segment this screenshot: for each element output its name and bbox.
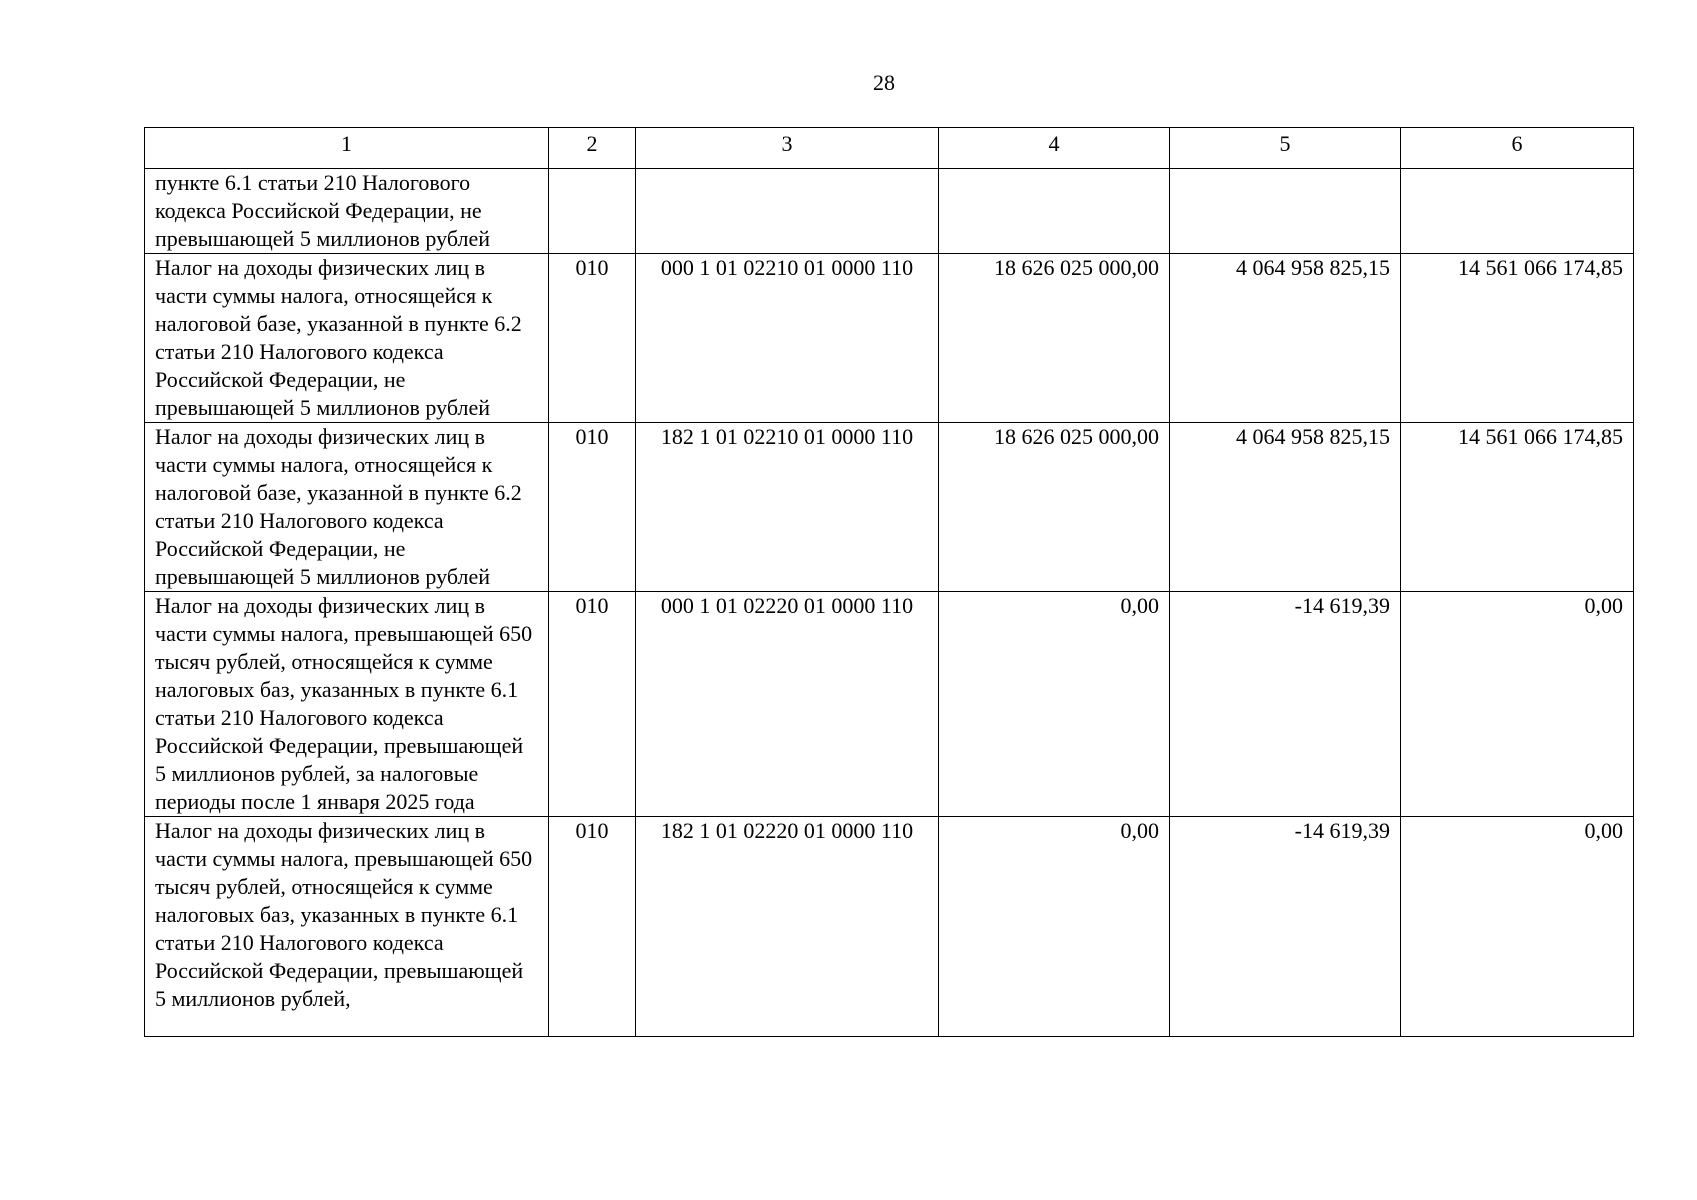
executed-amount-cell	[1170, 169, 1401, 254]
indicator-name-cell: пункте 6.1 статьи 210 Налогового кодекса Российской Федерации, не превышающей 5 миллионов рублей	[145, 169, 549, 254]
table-row	[145, 592, 1634, 817]
column-header-4: 4	[939, 128, 1170, 169]
page-number: 28	[873, 70, 895, 95]
table-row	[145, 423, 1634, 592]
column-header-5: 5	[1170, 128, 1401, 169]
unexecuted-amount-cell: 14 561 066 174,85	[1401, 254, 1634, 423]
approved-amount-cell	[939, 169, 1170, 254]
budget-classification-code-cell: 000 1 01 02210 01 0000 110	[636, 254, 939, 423]
budget-execution-table	[144, 127, 1634, 1037]
table-row	[145, 169, 1634, 254]
indicator-name-cell: Налог на доходы физических лиц в части суммы налога, превышающей 650 тысяч рублей, относящейся к сумме налоговых баз, указанных в пункте 6.1 статьи 210 Налогового кодекса Российской Федерации, превышающей 5 миллионов рублей,	[145, 817, 549, 1037]
column-header-6: 6	[1401, 128, 1634, 169]
column-header-3: 3	[636, 128, 939, 169]
budget-classification-code-cell: 182 1 01 02210 01 0000 110	[636, 423, 939, 592]
indicator-name-cell: Налог на доходы физических лиц в части суммы налога, относящейся к налоговой базе, указанной в пункте 6.2 статьи 210 Налогового кодекса Российской Федерации, не превышающей 5 миллионов рублей	[145, 423, 549, 592]
executed-amount-cell: 4 064 958 825,15	[1170, 254, 1401, 423]
line-code-cell: 010	[549, 423, 636, 592]
executed-amount-cell: -14 619,39	[1170, 817, 1401, 1037]
line-code-cell: 010	[549, 592, 636, 817]
budget-classification-code-cell	[636, 169, 939, 254]
line-code-cell: 010	[549, 254, 636, 423]
budget-classification-code-cell: 000 1 01 02220 01 0000 110	[636, 592, 939, 817]
indicator-name-cell: Налог на доходы физических лиц в части суммы налога, относящейся к налоговой базе, указанной в пункте 6.2 статьи 210 Налогового кодекса Российской Федерации, не превышающей 5 миллионов рублей	[145, 254, 549, 423]
indicator-name-cell: Налог на доходы физических лиц в части суммы налога, превышающей 650 тысяч рублей, относящейся к сумме налоговых баз, указанных в пункте 6.1 статьи 210 Налогового кодекса Российской Федерации, превышающей 5 миллионов рублей, за налоговые периоды после 1 января 2025 года	[145, 592, 549, 817]
table-row	[145, 254, 1634, 423]
column-header-2: 2	[549, 128, 636, 169]
approved-amount-cell: 0,00	[939, 817, 1170, 1037]
executed-amount-cell: 4 064 958 825,15	[1170, 423, 1401, 592]
column-header-1: 1	[145, 128, 549, 169]
approved-amount-cell: 0,00	[939, 592, 1170, 817]
approved-amount-cell: 18 626 025 000,00	[939, 254, 1170, 423]
line-code-cell	[549, 169, 636, 254]
unexecuted-amount-cell: 14 561 066 174,85	[1401, 423, 1634, 592]
unexecuted-amount-cell: 0,00	[1401, 817, 1634, 1037]
column-number-row	[145, 128, 1634, 169]
line-code-cell: 010	[549, 817, 636, 1037]
approved-amount-cell: 18 626 025 000,00	[939, 423, 1170, 592]
unexecuted-amount-cell	[1401, 169, 1634, 254]
executed-amount-cell: -14 619,39	[1170, 592, 1401, 817]
unexecuted-amount-cell: 0,00	[1401, 592, 1634, 817]
table-row	[145, 817, 1634, 1037]
budget-classification-code-cell: 182 1 01 02220 01 0000 110	[636, 817, 939, 1037]
